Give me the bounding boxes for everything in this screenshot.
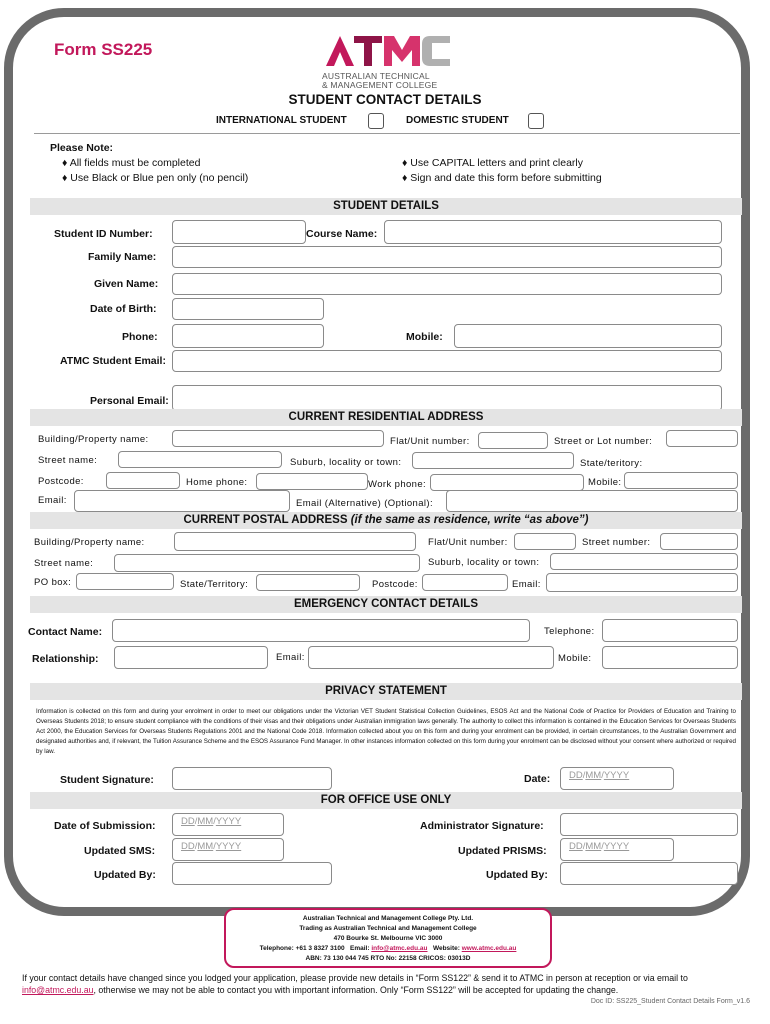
student-signature-label: Student Signature: xyxy=(60,774,154,786)
emergency-relationship-field[interactable] xyxy=(114,646,268,669)
signature-date-field[interactable]: DD/MM/YYYY xyxy=(560,767,674,790)
res-email-label: Email: xyxy=(38,495,67,506)
res-suburb-field[interactable] xyxy=(412,452,574,469)
updated-by-left-field[interactable] xyxy=(172,862,332,885)
res-mobile-field[interactable] xyxy=(624,472,738,489)
mobile-field[interactable] xyxy=(454,324,722,348)
updated-by-left-label: Updated By: xyxy=(94,869,156,881)
post-street-num-field[interactable] xyxy=(660,533,738,550)
section-student-details: STUDENT DETAILS xyxy=(30,198,742,215)
post-email-label: Email: xyxy=(512,579,541,590)
given-name-label: Given Name: xyxy=(94,278,159,290)
phone-label: Phone: xyxy=(122,331,158,343)
postal-heading-note: (if the same as residence, write “as above”) xyxy=(350,514,589,526)
footer-contact xyxy=(226,944,550,954)
date-yyyy: YYYY xyxy=(603,841,630,852)
updated-prisms-label: Updated PRISMS: xyxy=(458,845,547,857)
date-dd: DD xyxy=(569,841,583,852)
updated-sms-field[interactable]: DD/MM/YYYY xyxy=(172,838,284,861)
submission-date-field[interactable]: DD/MM/YYYY xyxy=(172,813,284,836)
section-emergency: EMERGENCY CONTACT DETAILS xyxy=(30,596,742,613)
updated-by-right-label: Updated By: xyxy=(486,869,548,881)
domestic-checkbox[interactable] xyxy=(528,113,544,129)
res-suburb-label: Suburb, locality or town: xyxy=(290,457,402,468)
footer-email-label: Email: xyxy=(350,945,370,952)
post-postcode-label: Postcode: xyxy=(372,579,418,590)
domestic-label: DOMESTIC STUDENT xyxy=(406,115,509,126)
doc-id: Doc ID: SS225_Student Contact Details Form_v1.6 xyxy=(590,998,750,1005)
bottom-note-text-2: , otherwise we may not be able to contact you with important information. Only “Form SS122” will be accepted for updating the change. xyxy=(93,985,619,995)
personal-email-label: Personal Email: xyxy=(90,395,169,407)
res-email-alt-field[interactable] xyxy=(446,490,738,512)
footer-website-link[interactable]: www.atmc.edu.au xyxy=(461,945,517,952)
student-id-field[interactable] xyxy=(172,220,306,244)
emergency-email-field[interactable] xyxy=(308,646,554,669)
res-state-label: State/teritory: xyxy=(580,458,643,469)
given-name-field[interactable] xyxy=(172,273,722,295)
footer-line5: ABN: 73 130 044 745 RTO No: 22158 CRICOS: 03013D xyxy=(305,955,471,962)
international-label: INTERNATIONAL STUDENT xyxy=(216,115,347,126)
emergency-telephone-label: Telephone: xyxy=(544,626,595,637)
logo-subtitle-line1: AUSTRALIAN TECHNICAL xyxy=(322,71,430,81)
atmc-email-label: ATMC Student Email: xyxy=(60,355,166,367)
note-item: ♦ Use CAPITAL letters and print clearly xyxy=(402,157,584,169)
date-yyyy: YYYY xyxy=(215,816,242,827)
admin-signature-field[interactable] xyxy=(560,813,738,836)
post-building-field[interactable] xyxy=(174,532,416,551)
personal-email-field[interactable] xyxy=(172,385,722,411)
res-street-label: Street name: xyxy=(38,455,98,466)
date-dd: DD xyxy=(181,816,195,827)
footer-web-label: Website: xyxy=(432,945,460,952)
post-pobox-label: PO box: xyxy=(34,577,72,588)
footer-line2: Trading as Australian Technical and Management College xyxy=(299,925,477,932)
section-office: FOR OFFICE USE ONLY xyxy=(30,792,742,809)
atmc-email-field[interactable] xyxy=(172,350,722,372)
res-home-phone-field[interactable] xyxy=(256,473,368,490)
emergency-contact-label: Contact Name: xyxy=(28,626,103,638)
post-flat-field[interactable] xyxy=(514,533,576,550)
student-id-label: Student ID Number: xyxy=(54,228,153,240)
family-name-field[interactable] xyxy=(172,246,722,268)
res-work-phone-label: Work phone: xyxy=(368,479,427,490)
form-id: Form SS225 xyxy=(54,40,153,59)
post-postcode-field[interactable] xyxy=(422,574,508,591)
res-email-alt-label: Email (Alternative) (Optional): xyxy=(296,498,433,509)
post-street-num-label: Street number: xyxy=(582,537,651,548)
footer-line1: Australian Technical and Management College Pty. Ltd. xyxy=(302,915,474,922)
post-suburb-label: Suburb, locality or town: xyxy=(428,557,540,568)
notes-heading: Please Note: xyxy=(50,142,114,154)
note-item: ♦ Sign and date this form before submitting xyxy=(402,172,602,184)
emergency-relationship-label: Relationship: xyxy=(32,653,99,665)
res-postcode-label: Postcode: xyxy=(38,476,84,487)
res-mobile-label: Mobile: xyxy=(588,477,622,488)
logo-subtitle-line2: & MANAGEMENT COLLEGE xyxy=(322,80,438,90)
date-dd: DD xyxy=(569,770,583,781)
emergency-telephone-field[interactable] xyxy=(602,619,738,642)
res-home-phone-label: Home phone: xyxy=(186,477,248,488)
res-email-field[interactable] xyxy=(74,490,290,512)
footer-phone: Telephone: +61 3 8327 3100 xyxy=(259,945,345,952)
date-dd: DD xyxy=(181,841,195,852)
post-building-label: Building/Property name: xyxy=(34,537,145,548)
res-building-label: Building/Property name: xyxy=(38,434,149,445)
postal-heading: CURRENT POSTAL ADDRESS xyxy=(183,514,348,526)
updated-prisms-field[interactable]: DD/MM/YYYY xyxy=(560,838,674,861)
post-state-field[interactable] xyxy=(256,574,360,591)
post-pobox-field[interactable] xyxy=(76,573,174,590)
res-flat-field[interactable] xyxy=(478,432,548,449)
post-street-field[interactable] xyxy=(114,554,420,572)
res-flat-label: Flat/Unit number: xyxy=(390,436,470,447)
section-privacy: PRIVACY STATEMENT xyxy=(30,683,742,700)
logo-subtitle xyxy=(322,72,437,90)
date-mm: MM xyxy=(585,841,602,852)
res-postcode-field[interactable] xyxy=(106,472,180,489)
note-item: ♦ Use Black or Blue pen only (no pencil) xyxy=(62,172,249,184)
post-email-field[interactable] xyxy=(546,573,738,592)
updated-sms-label: Updated SMS: xyxy=(84,845,156,857)
notes-right xyxy=(402,156,602,186)
post-state-label: State/Territory: xyxy=(180,579,249,590)
bottom-email-link[interactable]: info@atmc.edu.au xyxy=(22,985,94,995)
course-label: Course Name: xyxy=(306,228,378,240)
updated-by-right-field[interactable] xyxy=(560,862,738,885)
note-item: ♦ All fields must be completed xyxy=(62,157,201,169)
res-building-field[interactable] xyxy=(172,430,384,447)
post-street-label: Street name: xyxy=(34,558,94,569)
bottom-note xyxy=(22,972,762,996)
emergency-mobile-field[interactable] xyxy=(602,646,738,669)
res-street-field[interactable] xyxy=(118,451,282,468)
date-mm: MM xyxy=(197,841,214,852)
bottom-note-text: If your contact details have changed since you lodged your application, please provide new details in “Form SS122” & send it to ATMC in person at reception or via email to xyxy=(22,973,688,983)
college-footer xyxy=(224,908,552,968)
privacy-text: Information is collected on this form and during your enrolment in order to meet our obligations under the Victorian VET Student Statistical Collection Guidelines, ESOS Act and the National Code of Practice for Providers of Education and Training to Overseas Students 2018; to ensure student compliance with the conditions of their visas and their obligations under Australian immigration laws generally. The authority to collect this information is contained in the Education Services for Overseas Students Act 2000, the Education Services for Overseas Students Regulations 2001 and the National Code 2018. Information collected about you on this form and during your enrolment can be provided, in certain circumstances, to the Australian Government and designated authorities and, if relevant, the Tuition Assurance Scheme and the ESOS Assurance Fund Manager. In other instances information collected on this form during your enrolment can be disclosed without your consent where authorized or required by law. xyxy=(36,708,736,755)
date-mm: MM xyxy=(197,816,214,827)
admin-signature-label: Administrator Signature: xyxy=(420,820,544,832)
international-checkbox[interactable] xyxy=(368,113,384,129)
res-work-phone-field[interactable] xyxy=(430,474,584,491)
res-street-lot-field[interactable] xyxy=(666,430,738,447)
date-yyyy: YYYY xyxy=(215,841,242,852)
family-name-label: Family Name: xyxy=(88,251,157,263)
notes-left xyxy=(50,141,248,186)
course-field[interactable] xyxy=(384,220,722,244)
student-signature-field[interactable] xyxy=(172,767,332,790)
mobile-label: Mobile: xyxy=(406,331,443,343)
res-street-lot-label: Street or Lot number: xyxy=(554,436,653,447)
emergency-email-label: Email: xyxy=(276,652,305,663)
dob-label: Date of Birth: xyxy=(90,303,157,315)
section-residential: CURRENT RESIDENTIAL ADDRESS xyxy=(30,409,742,426)
date-label: Date: xyxy=(524,773,551,785)
section-postal xyxy=(30,512,742,529)
divider xyxy=(34,133,740,134)
post-suburb-field[interactable] xyxy=(550,553,738,570)
emergency-contact-field[interactable] xyxy=(112,619,530,642)
post-flat-label: Flat/Unit number: xyxy=(428,537,508,548)
page-title: STUDENT CONTACT DETAILS xyxy=(288,92,482,107)
phone-field[interactable] xyxy=(172,324,324,348)
date-mm: MM xyxy=(585,770,602,781)
date-yyyy: YYYY xyxy=(603,770,630,781)
footer-email-link[interactable]: info@atmc.edu.au xyxy=(371,945,428,952)
footer-line3: 470 Bourke St. Melbourne VIC 3000 xyxy=(333,935,443,942)
emergency-mobile-label: Mobile: xyxy=(558,653,592,664)
submission-date-label: Date of Submission: xyxy=(54,820,156,832)
dob-field[interactable] xyxy=(172,298,324,320)
